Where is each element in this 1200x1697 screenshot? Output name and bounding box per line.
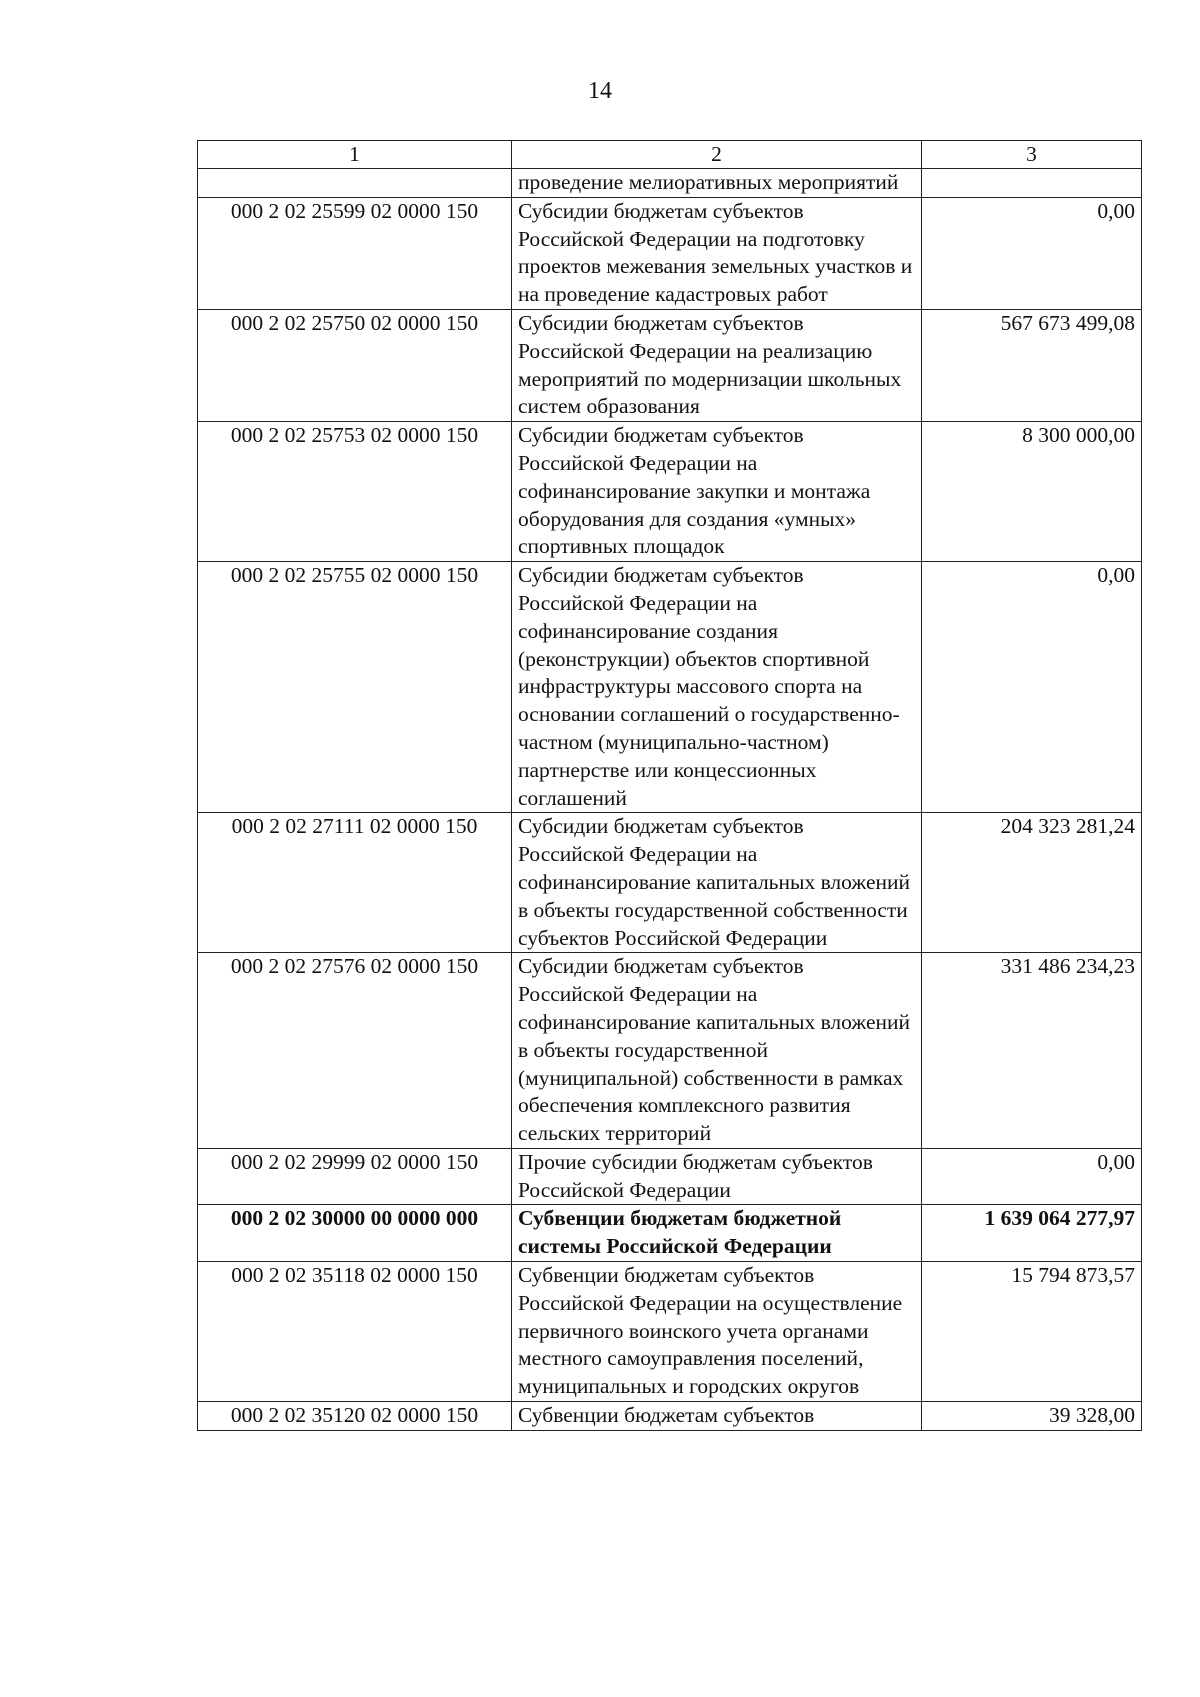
budget-code-cell: 000 2 02 27576 02 0000 150: [198, 953, 512, 1149]
table-row: [198, 953, 1142, 1149]
description-cell: Субсидии бюджетам субъектов Российской Федерации на софинансирование капитальных вложений в объекты государственной (муниципальной) собственности в рамках обеспечения комплексного развития сельских территорий: [512, 953, 922, 1149]
amount-cell: 331 486 234,23: [922, 953, 1142, 1149]
amount-cell: 567 673 499,08: [922, 309, 1142, 421]
budget-code-cell: 000 2 02 27111 02 0000 150: [198, 813, 512, 953]
amount-cell: 0,00: [922, 1148, 1142, 1205]
description-cell: Субвенции бюджетам бюджетной системы Российской Федерации: [512, 1205, 922, 1262]
description-cell: Субсидии бюджетам субъектов Российской Федерации на софинансирование закупки и монтажа оборудования для создания «умных» спортивных площадок: [512, 422, 922, 562]
amount-cell: 0,00: [922, 562, 1142, 813]
budget-code-cell: 000 2 02 35120 02 0000 150: [198, 1402, 512, 1431]
amount-cell: [922, 169, 1142, 198]
amount-cell: 39 328,00: [922, 1402, 1142, 1431]
description-cell: Субсидии бюджетам субъектов Российской Федерации на подготовку проектов межевания земельных участков и на проведение кадастровых работ: [512, 197, 922, 309]
description-cell: Субсидии бюджетам субъектов Российской Федерации на реализацию мероприятий по модернизации школьных систем образования: [512, 309, 922, 421]
page-number: 14: [588, 78, 612, 104]
column-header-2: 2: [512, 141, 922, 169]
budget-code-cell: 000 2 02 25599 02 0000 150: [198, 197, 512, 309]
description-cell: Субсидии бюджетам субъектов Российской Федерации на софинансирование капитальных вложений в объекты государственной собственности субъектов Российской Федерации: [512, 813, 922, 953]
budget-code-cell: 000 2 02 30000 00 0000 000: [198, 1205, 512, 1262]
description-cell: Субсидии бюджетам субъектов Российской Федерации на софинансирование создания (реконструкции) объектов спортивной инфраструктуры массового спорта на основании соглашений о государственно-частном (муниципально-частном) партнерстве или концессионных соглашений: [512, 562, 922, 813]
table-row: [198, 562, 1142, 813]
column-header-1: 1: [198, 141, 512, 169]
budget-code-cell: 000 2 02 35118 02 0000 150: [198, 1262, 512, 1402]
description-cell: проведение мелиоративных мероприятий: [512, 169, 922, 198]
table-row: [198, 1402, 1142, 1431]
table-row: [198, 813, 1142, 953]
table-row: [198, 422, 1142, 562]
description-cell: Субвенции бюджетам субъектов Российской Федерации на осуществление первичного воинского учета органами местного самоуправления поселений, муниципальных и городских округов: [512, 1262, 922, 1402]
description-cell: Прочие субсидии бюджетам субъектов Российской Федерации: [512, 1148, 922, 1205]
budget-code-cell: 000 2 02 25755 02 0000 150: [198, 562, 512, 813]
column-header-3: 3: [922, 141, 1142, 169]
budget-code-cell: 000 2 02 25753 02 0000 150: [198, 422, 512, 562]
budget-revenue-table: [197, 140, 1142, 1431]
amount-cell: 15 794 873,57: [922, 1262, 1142, 1402]
amount-cell: 204 323 281,24: [922, 813, 1142, 953]
table-row: [198, 197, 1142, 309]
table-row-subtotal: [198, 1205, 1142, 1262]
table-row: [198, 1262, 1142, 1402]
table-row: [198, 309, 1142, 421]
budget-code-cell: [198, 169, 512, 198]
budget-code-cell: 000 2 02 25750 02 0000 150: [198, 309, 512, 421]
table-header-row: [198, 141, 1142, 169]
description-cell: Субвенции бюджетам субъектов: [512, 1402, 922, 1431]
table-row: [198, 169, 1142, 198]
budget-code-cell: 000 2 02 29999 02 0000 150: [198, 1148, 512, 1205]
table-row: [198, 1148, 1142, 1205]
amount-cell: 0,00: [922, 197, 1142, 309]
amount-cell: 1 639 064 277,97: [922, 1205, 1142, 1262]
amount-cell: 8 300 000,00: [922, 422, 1142, 562]
